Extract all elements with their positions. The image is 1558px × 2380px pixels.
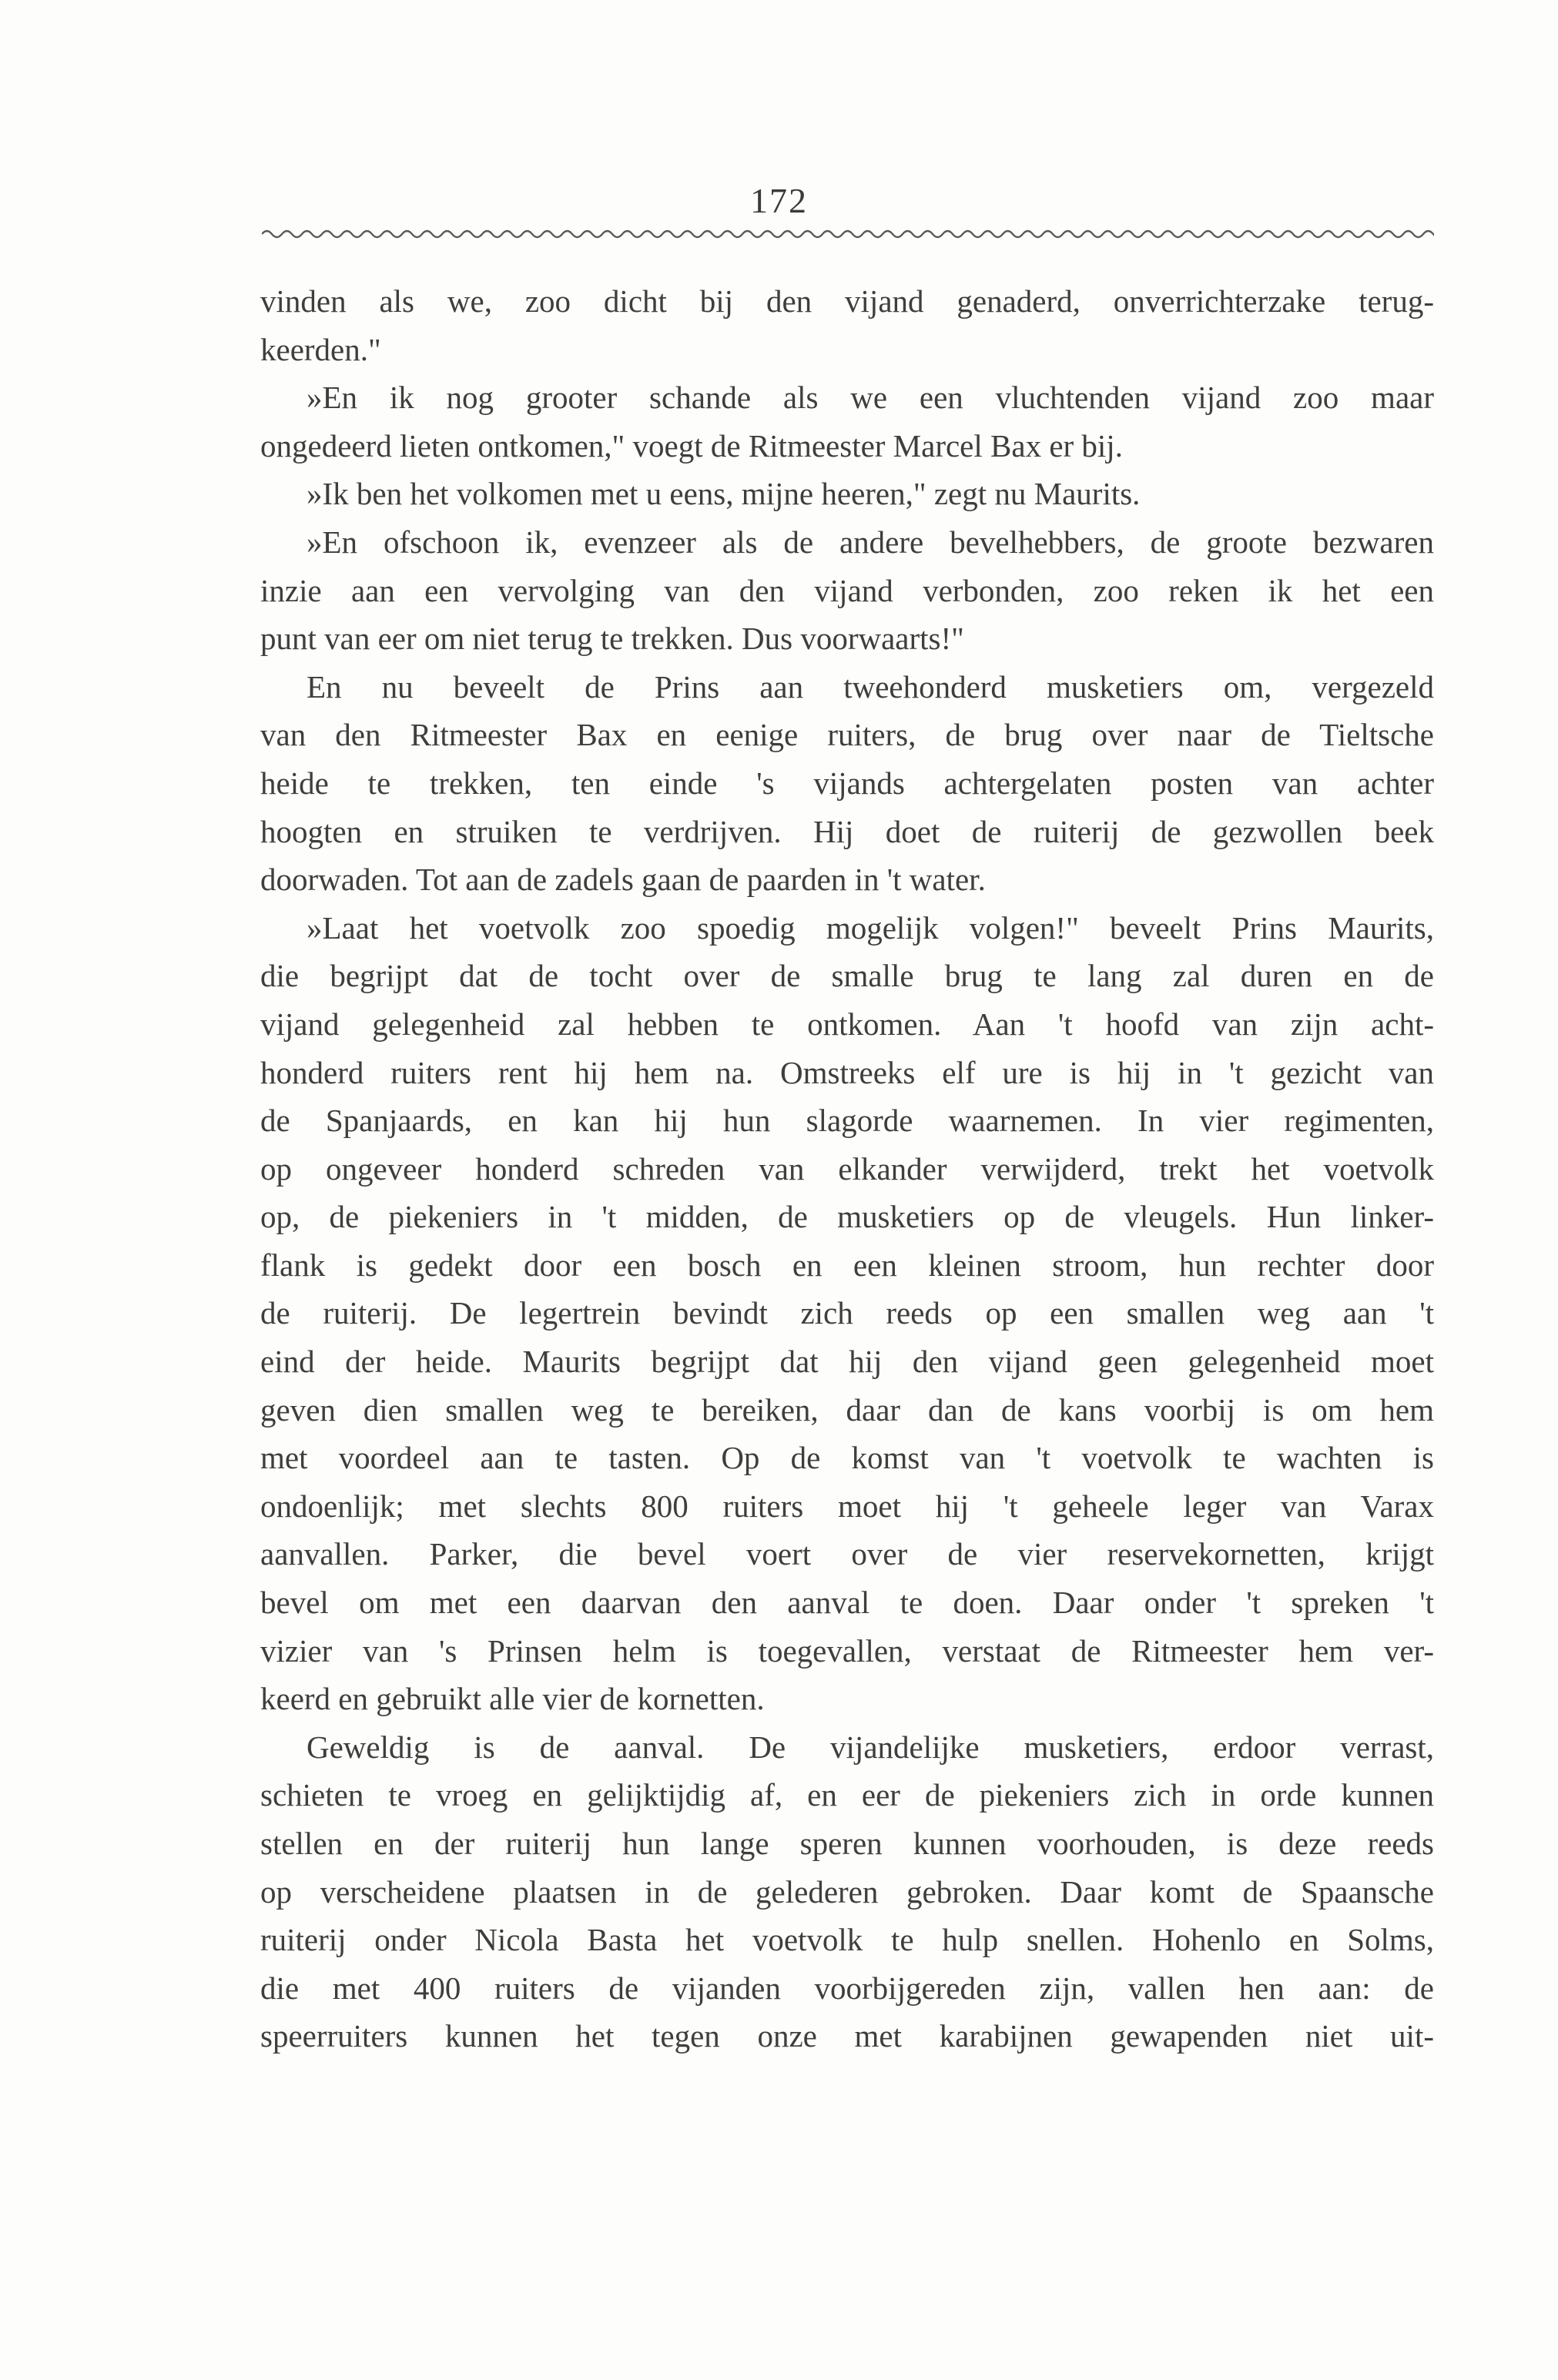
text-line: schieten te vroeg en gelijktijdig af, en eer de piekeniers zich in orde kunnen	[260, 1777, 1434, 1813]
text-line: »Laat het voetvolk zoo spoedig mogelijk volgen!" beveelt Prins Maurits,	[307, 909, 1434, 946]
text-line: die begrijpt dat de tocht over de smalle brug te lang zal duren en de	[260, 958, 1434, 994]
text-line: »En ik nog grooter schande als we een vluchtenden vijand zoo maar	[307, 380, 1434, 416]
text-line: flank is gedekt door een bosch en een kleinen stroom, hun rechter door	[260, 1247, 1434, 1283]
text-line: op verscheidene plaatsen in de gelederen gebroken. Daar komt de Spaansche	[260, 1873, 1434, 1910]
text-line: doorwaden. Tot aan de zadels gaan de paarden in 't water.	[260, 862, 986, 898]
text-line: geven dien smallen weg te bereiken, daar dan de kans voorbij is om hem	[260, 1391, 1434, 1428]
text-line: punt van eer om niet terug te trekken. Dus voorwaarts!"	[260, 621, 964, 657]
text-line: Geweldig is de aanval. De vijandelijke musketiers, erdoor verrast,	[307, 1729, 1434, 1765]
text-line: de Spanjaards, en kan hij hun slagorde waarnemen. In vier regimenten,	[260, 1103, 1434, 1139]
text-line: die met 400 ruiters de vijanden voorbijgereden zijn, vallen hen aan: de	[260, 1970, 1434, 2006]
text-line: vizier van 's Prinsen helm is toegevallen, verstaat de Ritmeester hem ver-	[260, 1632, 1434, 1669]
text-line: met voordeel aan te tasten. Op de komst van 't voetvolk te wachten is	[260, 1440, 1434, 1476]
wavy-rule-ornament	[262, 225, 1434, 243]
text-line: honderd ruiters rent hij hem na. Omstreeks elf ure is hij in 't gezicht van	[260, 1054, 1434, 1090]
text-line: »Ik ben het volkomen met u eens, mijne heeren," zegt nu Maurits.	[307, 476, 1141, 512]
text-line: speerruiters kunnen het tegen onze met karabijnen gewapenden niet uit-	[260, 2018, 1434, 2054]
text-line: keerd en gebruikt alle vier de kornetten.	[260, 1681, 765, 1717]
text-line: de ruiterij. De legertrein bevindt zich reeds op een smallen weg aan 't	[260, 1295, 1434, 1331]
text-line: keerden."	[260, 331, 381, 367]
text-line: hoogten en struiken te verdrijven. Hij doet de ruiterij de gezwollen beek	[260, 813, 1434, 849]
text-line: bevel om met een daarvan den aanval te doen. Daar onder 't spreken 't	[260, 1585, 1434, 1621]
text-line: heide te trekken, ten einde 's vijands achtergelaten posten van achter	[260, 765, 1434, 801]
text-line: ondoenlijk; met slechts 800 ruiters moet hij 't geheele leger van Varax	[260, 1488, 1434, 1524]
text-line: op ongeveer honderd schreden van elkander verwijderd, trekt het voetvolk	[260, 1150, 1434, 1187]
text-line: eind der heide. Maurits begrijpt dat hij den vijand geen gelegenheid moet	[260, 1344, 1434, 1380]
text-line: vijand gelegenheid zal hebben te ontkomen. Aan 't hoofd van zijn acht-	[260, 1006, 1434, 1042]
page-number: 172	[750, 181, 808, 220]
text-line: »En ofschoon ik, evenzeer als de andere bevelhebbers, de groote bezwaren	[307, 524, 1434, 560]
text-line: ruiterij onder Nicola Basta het voetvolk te hulp snellen. Hohenlo en Solms,	[260, 1922, 1434, 1958]
text-line: ongedeerd lieten ontkomen," voegt de Ritmeester Marcel Bax er bij.	[260, 427, 1123, 464]
text-line: stellen en der ruiterij hun lange speren kunnen voorhouden, is deze reeds	[260, 1826, 1434, 1861]
text-line: van den Ritmeester Bax en eenige ruiters, de brug over naar de Tieltsche	[260, 717, 1434, 753]
text-line: op, de piekeniers in 't midden, de musketiers op de vleugels. Hun linker-	[260, 1199, 1434, 1235]
text-line: vinden als we, zoo dicht bij den vijand genaderd, onverrichterzake terug-	[260, 283, 1434, 319]
text-line: aanvallen. Parker, die bevel voert over de vier reservekornetten, krijgt	[260, 1536, 1434, 1572]
body-text	[260, 277, 1434, 2060]
text-line: En nu beveelt de Prins aan tweehonderd musketiers om, vergezeld	[307, 668, 1434, 705]
text-line: inzie aan een vervolging van den vijand verbonden, zoo reken ik het een	[260, 572, 1434, 608]
